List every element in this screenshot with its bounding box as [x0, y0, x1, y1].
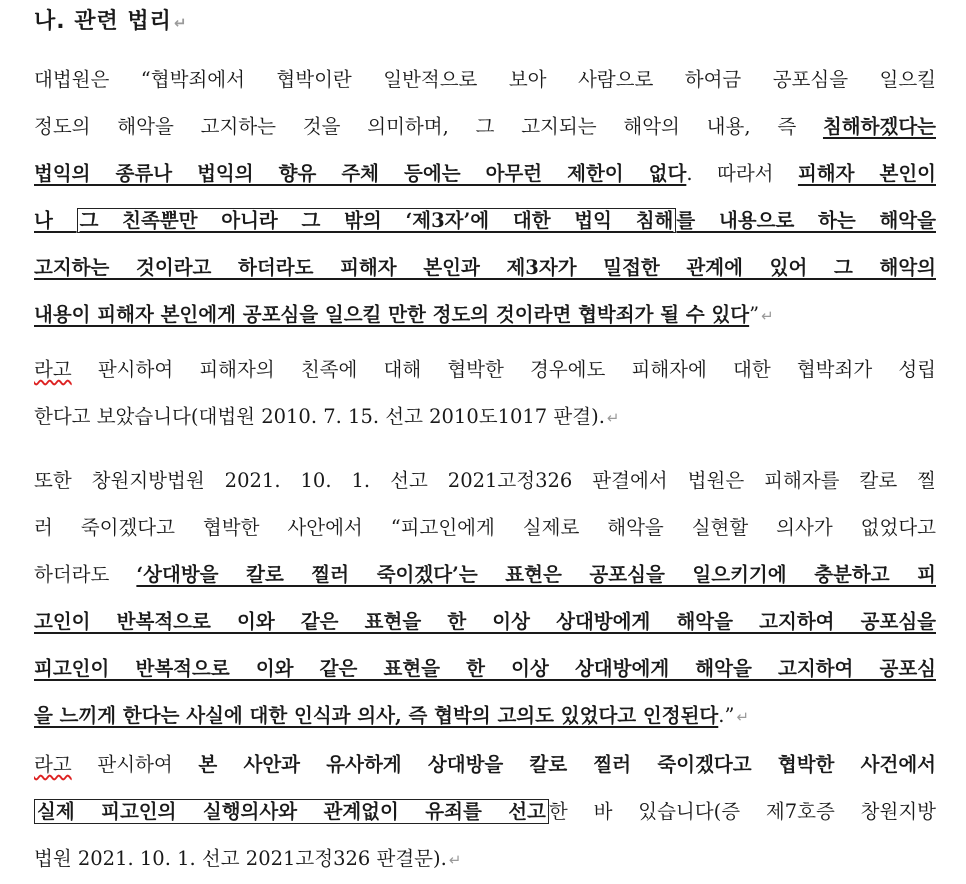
- text: 한 바 있습니다(증 제7호증 창원지방: [548, 800, 937, 823]
- paragraph-mark: ↵: [606, 409, 620, 427]
- text: . 따라서: [686, 162, 798, 185]
- bold-text: 본 사안과 유사하게 상대방을 칼로 찔러 죽이겠다고 협박한 사건에서: [198, 753, 937, 776]
- underlined-text: 법익의 종류나 법익의 향유 주체 등에는 아무런 제한이 없다: [34, 162, 687, 185]
- spellcheck-text: 라고: [34, 358, 72, 381]
- p3-line-3: [34, 551, 936, 598]
- text: 하더라도: [34, 563, 137, 586]
- section-heading: [34, 2, 188, 43]
- underlined-text: 내용이 피해자 본인에게 공포심을 일으킬 만한 정도의 것이라면 협박죄가 될 수 있다: [34, 303, 750, 326]
- paragraph-mark: ↵: [761, 307, 774, 325]
- underlined-text: 침해하겠다는: [822, 115, 936, 138]
- paragraph-3: [34, 457, 936, 739]
- p2-line-2: [34, 393, 936, 440]
- underlined-text: 나: [34, 209, 77, 232]
- text: ”: [749, 303, 760, 326]
- p1-line-2: [34, 103, 936, 150]
- text: 한다고 보았습니다(대법원 2010. 7. 15. 선고 2010도1017 판결).: [34, 405, 605, 428]
- paragraph-2: [34, 346, 936, 440]
- p1-line-3: [34, 150, 936, 197]
- paragraph-mark: ↵: [448, 851, 462, 869]
- p1-line-5: [34, 244, 936, 291]
- section-heading-text: 나. 관련 법리: [34, 9, 172, 34]
- underlined-text: 고지하는 것이라고 하더라도 피해자 본인과 제3자가 밀접한 관계에 있어 그 해악의: [34, 256, 936, 279]
- p3-line-1: [34, 457, 936, 504]
- underlined-text: 을 느끼게 한다는 사실에 대한 인식과 의사, 즉 협박의 고의도 있었다고 인정된다: [34, 704, 719, 727]
- paragraph-4: [34, 741, 936, 882]
- p3-line-4: [34, 598, 936, 645]
- text: 정도의 해악을 고지하는 것을 의미하며, 그 고지되는 해악의 내용, 즉: [34, 115, 823, 138]
- underlined-text: 고인이 반복적으로 이와 같은 표현을 한 이상 상대방에게 해악을 고지하여 공포심을: [34, 610, 936, 633]
- p3-line-6: [34, 692, 936, 739]
- p3-line-5: [34, 645, 936, 692]
- spellcheck-text: 라고: [34, 753, 72, 776]
- p2-line-1: [34, 346, 936, 393]
- underlined-text: ‘상대방을 칼로 찔러 죽이겠다’는 표현은 공포심을 일으키기에 충분하고 피: [136, 563, 936, 586]
- text: 판시하여 피해자의 친족에 대해 협박한 경우에도 피해자에 대한 협박죄가 성립: [71, 358, 936, 381]
- paragraph-mark: ↵: [173, 14, 188, 32]
- p1-line-1: [34, 56, 936, 103]
- p4-line-1: [34, 741, 936, 788]
- p4-line-2: [34, 788, 936, 835]
- p3-line-2: [34, 504, 936, 551]
- underlined-text: 피고인이 반복적으로 이와 같은 표현을 한 이상 상대방에게 해악을 고지하여 공포심: [34, 657, 936, 680]
- p1-line-4: [34, 197, 936, 244]
- boxed-text: 실제 피고인의 실행의사와 관계없이 유죄를 선고: [34, 799, 549, 824]
- text: 판시하여: [71, 753, 199, 776]
- paragraph-1: [34, 56, 936, 338]
- p4-line-3: [34, 835, 936, 882]
- text: 대법원은 “협박죄에서 협박이란 일반적으로 보아 사람으로 하여금 공포심을 일으킬: [34, 68, 936, 91]
- text: 또한 창원지방법원 2021. 10. 1. 선고 2021고정326 판결에서 법원은 피해자를 칼로 찔: [34, 469, 936, 492]
- underlined-text: 를 내용으로 하는 해악을: [676, 209, 936, 232]
- text: 러 죽이겠다고 협박한 사안에서 “피고인에게 실제로 해악을 실현할 의사가 없었다고: [34, 516, 936, 539]
- p1-line-6: [34, 291, 936, 338]
- underlined-text: 피해자 본인이: [797, 162, 936, 185]
- boxed-text: 그 친족뿐만 아니라 그 밖의 ‘제3자’에 대한 법익 침해: [77, 208, 677, 233]
- text: 법원 2021. 10. 1. 선고 2021고정326 판결문).: [34, 847, 447, 870]
- paragraph-mark: ↵: [736, 708, 750, 726]
- text: .”: [718, 704, 735, 727]
